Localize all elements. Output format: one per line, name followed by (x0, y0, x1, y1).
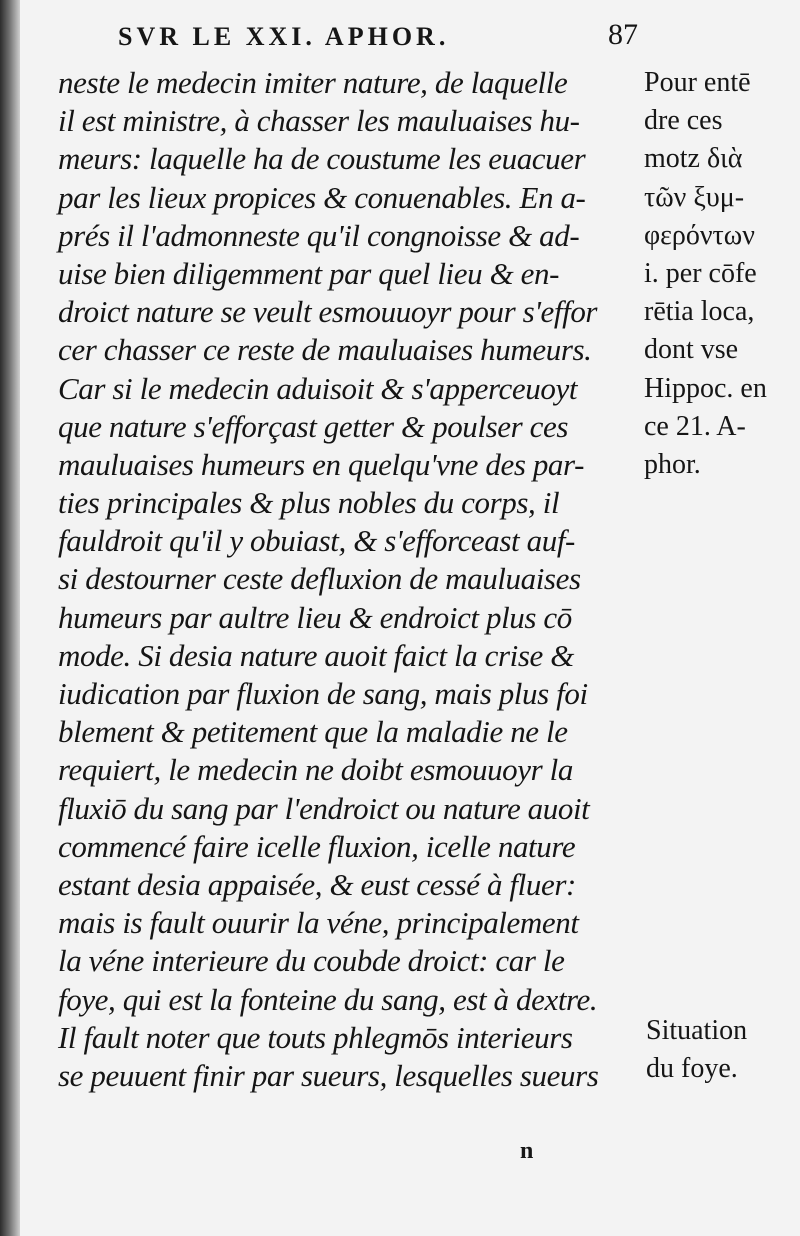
running-title: SVR LE XXI. APHOR. (118, 22, 450, 51)
margin-note-terms (644, 64, 794, 484)
text-line: Car si le medecin aduisoit & s'apperceuoyt (58, 370, 578, 406)
text-line: estant desia appaisée, & eust cessé à fluer: (58, 866, 576, 902)
text-line: la véne interieure du coubde droict: car le (58, 943, 565, 979)
margin-note-line: Hippoc. en (644, 372, 767, 404)
page-number: 87 (608, 18, 638, 51)
margin-note-liver (646, 1012, 796, 1088)
text-line: prés il l'admonneste qu'il congnoisse & ad- (58, 217, 580, 253)
text-line: humeurs par aultre lieu & endroict plus cō (58, 599, 572, 635)
text-line: mais is fault ouurir la véne, principalement (58, 905, 579, 941)
text-line: commencé faire icelle fluxion, icelle nature (58, 828, 576, 864)
text-line: iudication par fluxion de sang, mais plus foi (58, 676, 588, 711)
margin-note-line: phor. (644, 448, 701, 480)
page-binding-edge (0, 0, 20, 1236)
text-line: droict nature se veult esmouuoyr pour s'effor (58, 294, 598, 330)
margin-note-line: du foye. (646, 1053, 738, 1085)
text-line: que nature s'efforçast getter & poulser ces (58, 408, 569, 444)
text-line: mauluaises humeurs en quelqu'vne des par- (58, 446, 584, 482)
main-text-block (58, 64, 636, 1095)
margin-note-line: Situation (646, 1015, 748, 1046)
text-line: Il fault noter que touts phlegmōs interieurs (58, 1019, 573, 1055)
text-line: blement & petitement que la maladie ne le (58, 714, 568, 750)
text-line: foye, qui est la fonteine du sang, est à dextre. (58, 981, 598, 1017)
text-line: par les lieux propices & conuenables. En a- (58, 179, 586, 215)
margin-note-line: φερόντων (644, 219, 755, 251)
text-line: meurs: laquelle ha de coustume les euacuer (58, 141, 586, 177)
margin-note-line: dre ces (644, 105, 723, 137)
margin-note-line: rētia loca, (644, 296, 755, 328)
text-line: fluxiō du sang par l'endroict ou nature auoit (58, 790, 590, 826)
text-line: se peuuent finir par sueurs, lesquelles sueurs (58, 1057, 599, 1093)
margin-note-line: ce 21. A- (644, 410, 746, 442)
text-line: si destourner ceste defluxion de mauluaises (58, 561, 581, 597)
text-line: uise bien diligemment par quel lieu & en- (58, 255, 560, 291)
text-line: cer chasser ce reste de mauluaises humeurs. (58, 332, 592, 368)
text-line: requiert, le medecin ne doibt esmouuoyr la (58, 752, 573, 788)
text-line: ties principales & plus nobles du corps, il (58, 485, 560, 521)
margin-note-line: τῶν ξυμ- (644, 181, 745, 213)
margin-note-line: motz διὰ (644, 143, 743, 175)
margin-note-line: Pour entē (644, 67, 751, 98)
text-line: il est ministre, à chasser les mauluaises hu- (58, 103, 580, 139)
text-line: fauldroit qu'il y obuiast, & s'efforceast auf- (58, 523, 575, 559)
catchword: n (520, 1138, 534, 1164)
margin-note-line: i. per cōfe (644, 257, 757, 289)
text-line: neste le medecin imiter nature, de laquelle (58, 65, 568, 100)
page-header (118, 18, 638, 58)
text-line: mode. Si desia nature auoit faict la crise & (58, 637, 574, 673)
margin-note-line: dont vse (644, 334, 739, 366)
